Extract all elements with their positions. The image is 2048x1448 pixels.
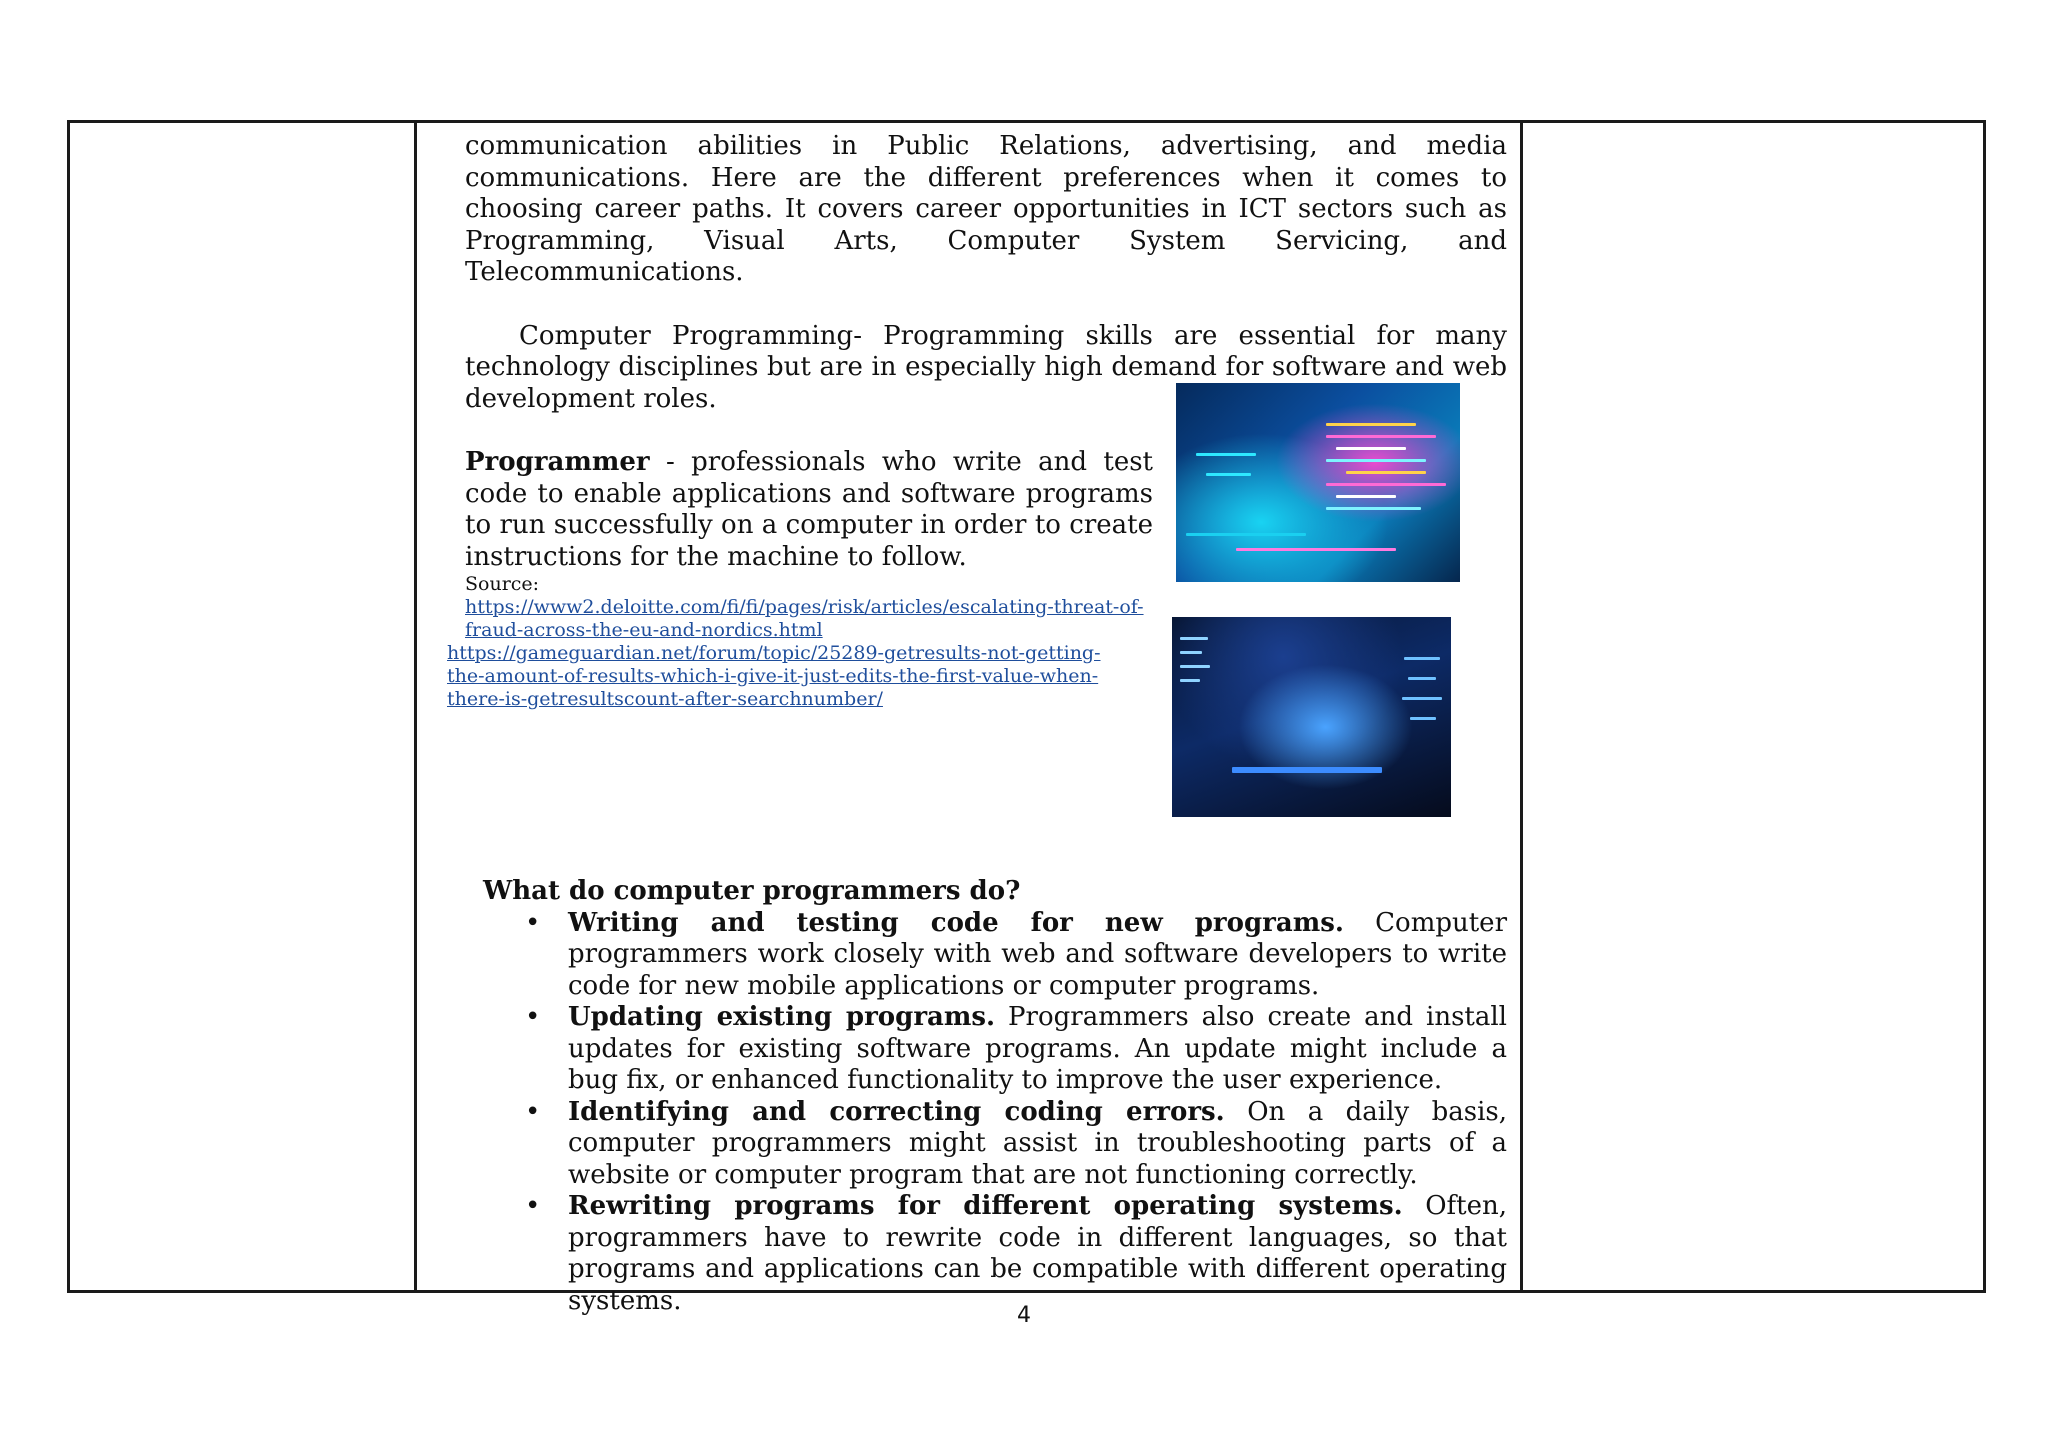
- bullet: •: [525, 1191, 541, 1221]
- duties-heading: What do computer programmers do?: [483, 876, 1021, 906]
- intro-paragraph: communications. Here are the different preferences when it comes to choosing career paths. It covers career opportunities in ICT sectors such as Programming, Visual Arts, Computer System Servicing, and Telecommunications.: [465, 162, 1507, 287]
- column-divider-left: [414, 123, 417, 1290]
- programmer-definition-block: [447, 447, 1153, 711]
- duty-title: Writing and testing code for new programs.: [568, 907, 1344, 938]
- duty-text: Often, programmers have to rewrite code in different languages, so that programs and applications can be compatible with different operating systems.: [568, 1191, 1507, 1316]
- duty-item: [525, 1191, 1507, 1317]
- code-screen-image: [1176, 383, 1460, 582]
- duties-list: [465, 908, 1507, 1318]
- intro-paragraph-first-line: communication abilities in Public Relations, advertising, and media: [465, 131, 1507, 161]
- duty-item: [525, 907, 1507, 1003]
- bullet: •: [525, 1002, 541, 1032]
- source-link-deloitte[interactable]: https://www2.deloitte.com/fi/fi/pages/risk/articles/escalating-threat-of-fraud-across-the-eu-and-nordics.html: [465, 596, 1144, 641]
- programmer-term: Programmer: [465, 447, 650, 477]
- hands-typing-laptop-image: [1172, 617, 1451, 817]
- programmer-definition: [465, 447, 1153, 573]
- bullet: •: [525, 907, 541, 938]
- duty-title: Identifying and correcting coding errors.: [568, 1096, 1225, 1127]
- bullet: •: [525, 1096, 541, 1127]
- duty-text: Computer programmers work closely with web and software developers to write code for new mobile applications or computer programs.: [568, 907, 1507, 1001]
- duty-title: Updating existing programs.: [568, 1002, 996, 1032]
- source-label: Source:: [465, 573, 540, 595]
- programmer-definition-text: - professionals who write and test code to enable applications and software programs to run successfully on a computer in order to create instructions for the machine to follow.: [465, 447, 1153, 572]
- duty-title: Rewriting programs for different operating systems.: [568, 1191, 1403, 1221]
- duty-text: Programmers also create and install updates for existing software programs. An update might include a bug fix, or enhanced functionality to improve the user experience.: [568, 1002, 1507, 1095]
- page-number: 4: [1017, 1303, 1031, 1328]
- duty-item: [525, 1002, 1507, 1097]
- computer-programming-paragraph: Computer Programming- Programming skills are essential for many technology disciplines but are in especially high demand for software and web development roles.: [465, 320, 1507, 414]
- duty-item: [525, 1096, 1507, 1192]
- source-link-gameguardian[interactable]: https://gameguardian.net/forum/topic/25289-getresults-not-getting-the-amount-of-results-which-i-give-it-just-edits-the-first-value-when-there-is-getresultscount-after-searchnumber/: [447, 642, 1101, 710]
- column-divider-right: [1520, 123, 1523, 1290]
- duty-text: On a daily basis, computer programmers might assist in troubleshooting parts of a website or computer program that are not functioning correctly.: [568, 1096, 1507, 1190]
